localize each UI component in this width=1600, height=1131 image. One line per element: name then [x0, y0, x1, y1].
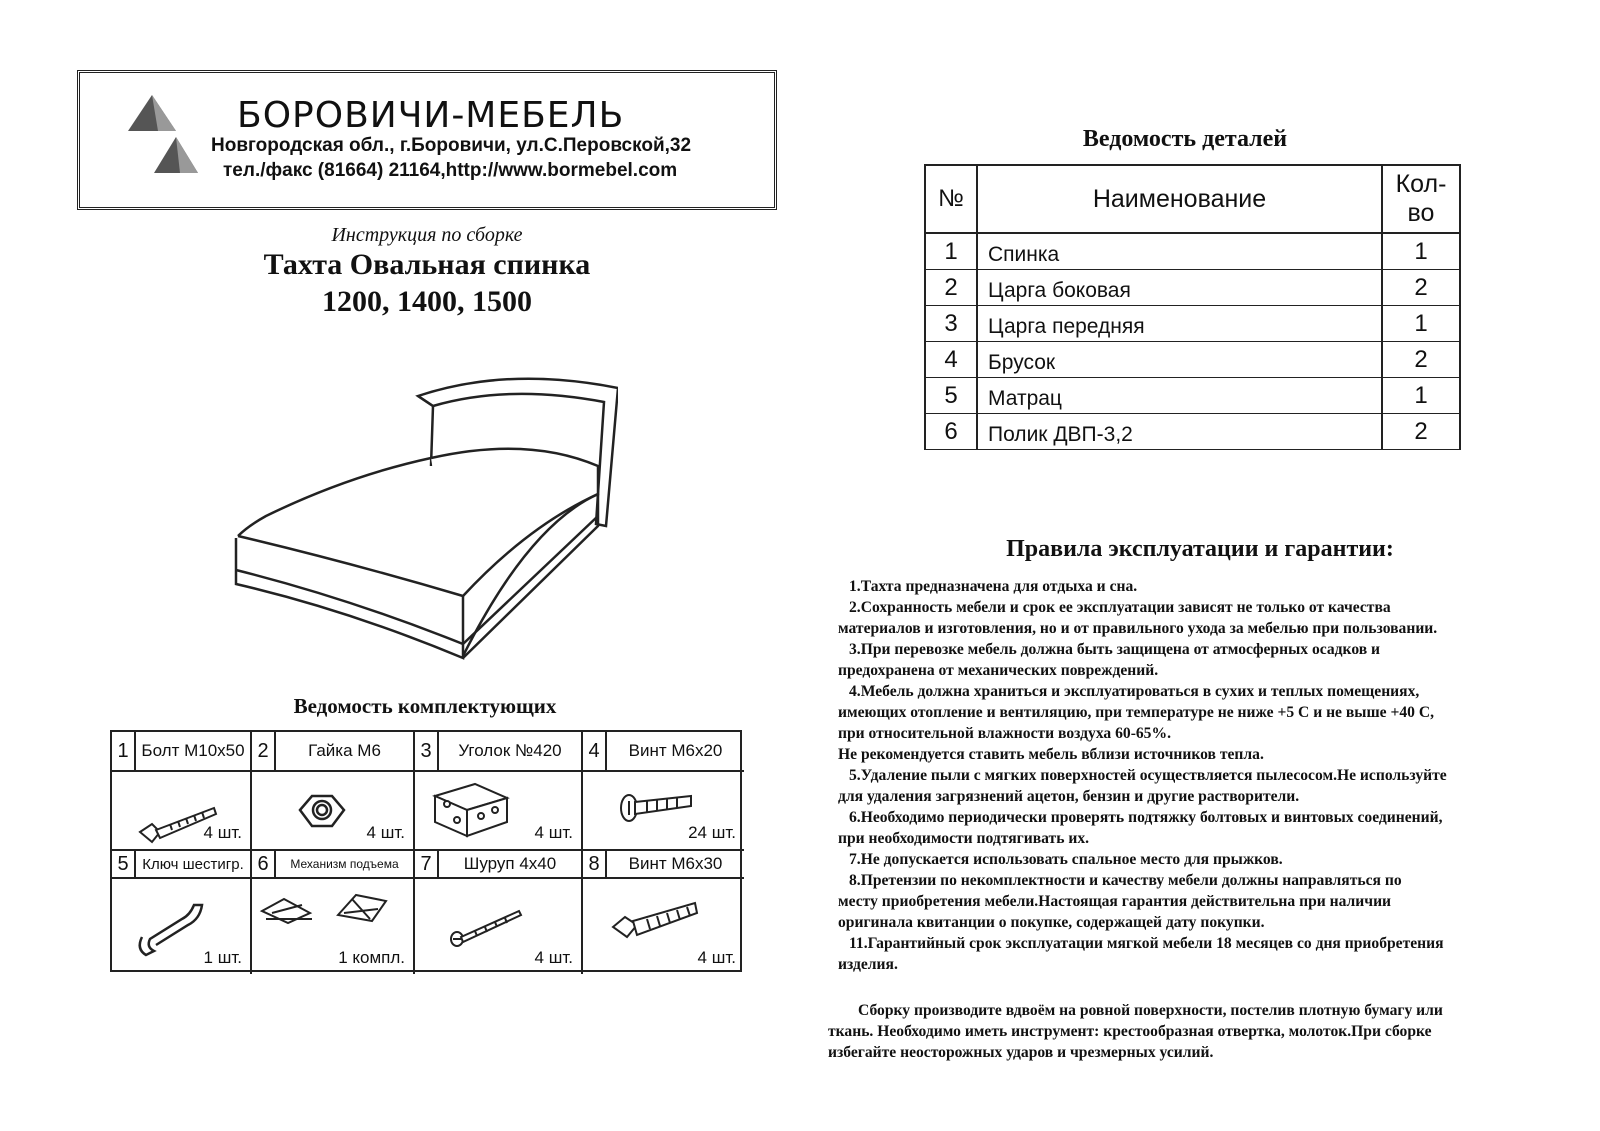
- rule-line: для удаления загрязнений ацетон, бензин и другие растворители.: [838, 788, 1300, 805]
- company-name: БОРОВИЧИ-МЕБЕЛЬ: [237, 95, 625, 136]
- details-header-name: Наименование: [977, 165, 1382, 233]
- details-row: 4 Брусок 2: [925, 342, 1460, 378]
- component-qty: 4 шт.: [697, 948, 736, 967]
- company-header-box: [77, 70, 777, 210]
- rule-line: 7.Не допускается использовать спальное место для прыжков.: [849, 851, 1283, 868]
- component-cell-wood-screw: [415, 879, 583, 974]
- component-qty: 1 шт.: [203, 948, 242, 967]
- rules-list: [838, 576, 1538, 975]
- rule-line: 5.Удаление пыли с мягких поверхностей осуществляется пылесосом.Не используйте: [849, 767, 1447, 784]
- company-address: Новгородская обл., г.Боровичи, ул.С.Перовской,32: [211, 135, 692, 156]
- component-header-1: 1 Болт М10х50: [112, 732, 252, 772]
- component-header-8: 8 Винт М6х30: [583, 851, 744, 879]
- rule-line: имеющих отопление и вентиляцию, при температуре не ниже +5 С и не выше +40 С,: [838, 704, 1434, 721]
- component-cell-screw-m6x30: [583, 879, 744, 974]
- bed-drawing: [228, 366, 618, 666]
- details-row: 1 Спинка 1: [925, 233, 1460, 270]
- rule-line: месту приобретения мебели.Настоящая гарантия действительна при наличии: [838, 893, 1392, 910]
- component-qty: 1 компл.: [338, 948, 405, 967]
- component-header-6: 6 Механизм подъема: [252, 851, 415, 879]
- assembly-line: ткань. Необходимо иметь инструмент: крестообразная отвертка, молоток.При сборке: [828, 1023, 1432, 1040]
- rule-line: 4.Мебель должна храниться и эксплуатироваться в сухих и теплых помещениях,: [849, 683, 1420, 700]
- rule-line: материалов и изготовления, но и от правильного ухода за мебелью при пользовании.: [838, 620, 1438, 637]
- rule-line: изделия.: [838, 956, 898, 973]
- component-header-2: 2 Гайка М6: [252, 732, 415, 772]
- rule-line: 2.Сохранность мебели и срок ее эксплуатации зависят не только от качества: [849, 599, 1391, 616]
- rule-line: 8.Претензии по некомплектности и качеству мебели должны направляться по: [849, 872, 1402, 889]
- company-phone: тел./факс (81664) 21164,http://www.bormebel.com: [223, 160, 678, 181]
- component-cell-nut: [252, 772, 415, 851]
- product-title: Тахта Овальная спинка: [263, 248, 591, 281]
- component-cell-bolt: [112, 772, 252, 851]
- rules-heading: Правила эксплуатации и гарантии:: [1006, 536, 1394, 562]
- product-sizes: 1200, 1400, 1500: [322, 285, 532, 318]
- assembly-line: Сборку производите вдвоём на ровной поверхности, постелив плотную бумагу или: [858, 1002, 1443, 1019]
- component-qty: 4 шт.: [366, 823, 405, 842]
- details-table: [924, 164, 1461, 450]
- component-qty: 4 шт.: [534, 948, 573, 967]
- component-cell-hex-key: [112, 879, 252, 974]
- details-heading: Ведомость деталей: [1082, 126, 1288, 152]
- rule-line: Не рекомендуется ставить мебель вблизи источников тепла.: [838, 746, 1264, 763]
- rule-line: 6.Необходимо периодически проверять подтяжку болтовых и винтовых соединений,: [849, 809, 1443, 826]
- component-cell-mechanism: [252, 879, 415, 974]
- instruction-subtitle: Инструкция по сборке: [331, 224, 523, 246]
- rule-line: при необходимости подтягивать их.: [838, 830, 1090, 847]
- details-header-qty: Кол- во: [1382, 165, 1460, 233]
- rule-line: 11.Гарантийный срок эксплуатации мягкой мебели 18 месяцев со дня приобретения: [849, 935, 1444, 952]
- details-row: 6 Полик ДВП-3,2 2: [925, 414, 1460, 450]
- company-logo-icon: [128, 95, 198, 185]
- rule-line: при относительной влажности воздуха 60-65%.: [838, 725, 1171, 742]
- component-header-7: 7 Шуруп 4х40: [415, 851, 583, 879]
- component-qty: 4 шт.: [534, 823, 573, 842]
- components-table: [110, 730, 742, 972]
- component-qty: 24 шт.: [688, 823, 736, 842]
- details-header-no: №: [925, 165, 977, 233]
- rule-line: оригинала квитанции о покупке, содержащей дату покупки.: [838, 914, 1265, 931]
- component-header-3: 3 Уголок №420: [415, 732, 583, 772]
- component-cell-bracket: [415, 772, 583, 851]
- components-heading: Ведомость комплектующих: [293, 694, 557, 718]
- details-row: 2 Царга боковая 2: [925, 270, 1460, 306]
- rule-line: 3.При перевозке мебель должна быть защищена от атмосферных осадков и: [849, 641, 1381, 658]
- component-header-5: 5 Ключ шестигр.: [112, 851, 252, 879]
- component-cell-screw-m6x20: [583, 772, 744, 851]
- assembly-note: [828, 1000, 1528, 1063]
- assembly-line: избегайте неосторожных ударов и чрезмерных усилий.: [828, 1044, 1214, 1061]
- component-qty: 4 шт.: [203, 823, 242, 842]
- details-row: 3 Царга передняя 1: [925, 306, 1460, 342]
- rule-line: предохранена от механических повреждений.: [838, 662, 1159, 679]
- rule-line: 1.Тахта предназначена для отдыха и сна.: [849, 578, 1138, 595]
- component-header-4: 4 Винт М6х20: [583, 732, 744, 772]
- details-row: 5 Матрац 1: [925, 378, 1460, 414]
